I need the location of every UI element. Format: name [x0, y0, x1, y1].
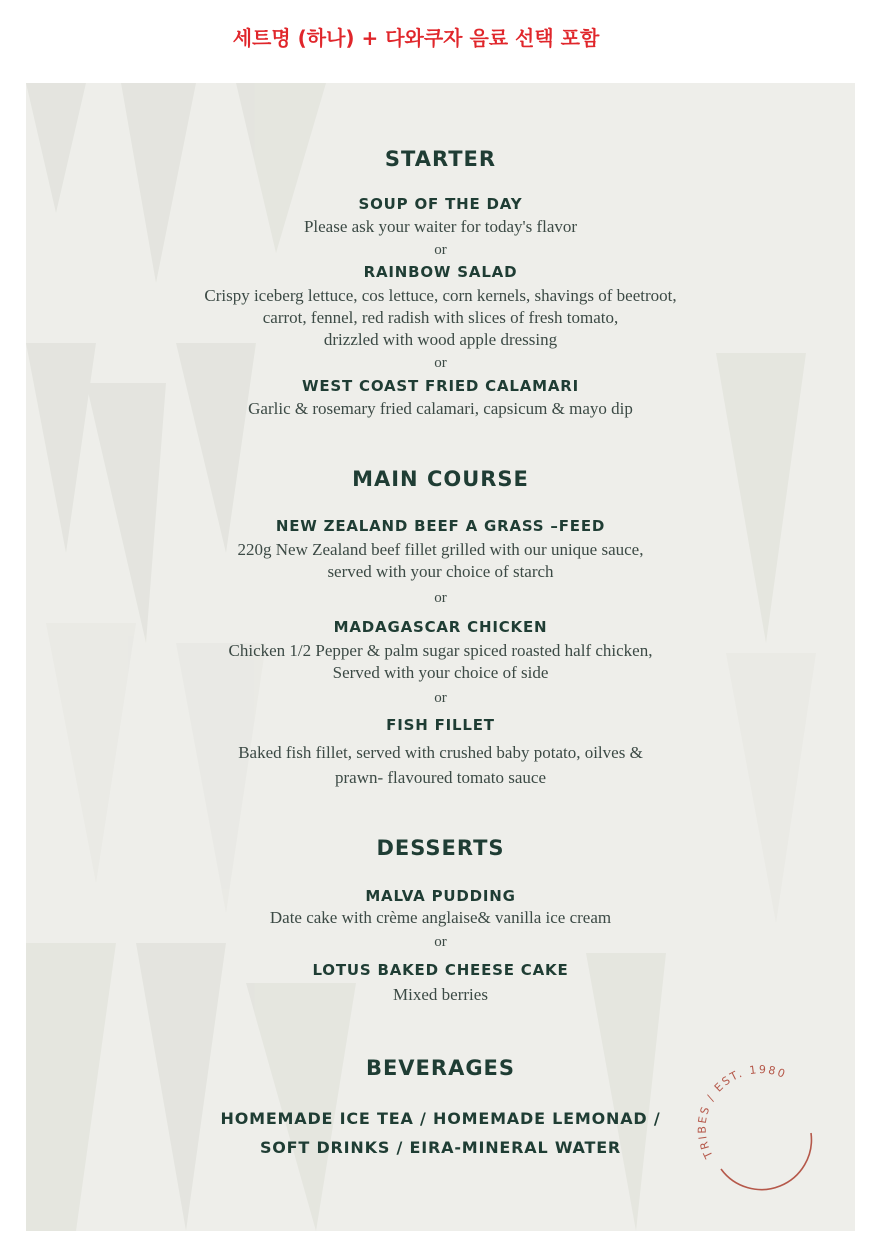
menu-item-desc: Baked fish fillet, served with crushed baby potato, oilves & prawn- flavoured tomato sauce — [238, 743, 643, 787]
menu-item-title: MADAGASCAR CHICKEN — [333, 618, 548, 636]
menu-item-desc: Please ask your waiter for today's flavor — [303, 217, 578, 236]
menu-item-desc: Chicken 1/2 Pepper & palm sugar spiced roasted half chicken, Served with your choice of side — [228, 641, 653, 682]
or-separator: or — [434, 934, 447, 950]
beverages-line: HOMEMADE ICE TEA / HOMEMADE LEMONAD / — [220, 1109, 661, 1128]
menu-item-title: WEST COAST FRIED CALAMARI — [301, 377, 580, 395]
section-title-starter: STARTER — [384, 147, 497, 171]
beverages-line: SOFT DRINKS / EIRA-MINERAL WATER — [259, 1138, 622, 1157]
or-separator: or — [434, 590, 447, 606]
menu-content — [26, 83, 855, 1231]
menu-card — [26, 83, 855, 1231]
menu-item-title: FISH FILLET — [386, 716, 495, 734]
page-title: 세트명 (하나) + 다와쿠자 음료 선택 포함 — [232, 26, 600, 50]
menu-item-desc: Garlic & rosemary fried calamari, capsicum & mayo dip — [248, 399, 633, 418]
section-title-desserts: DESSERTS — [376, 836, 505, 860]
menu-item-title: SOUP OF THE DAY — [358, 195, 523, 213]
menu-item-desc: Crispy iceberg lettuce, cos lettuce, corn kernels, shavings of beetroot, carrot, fennel, red radish with slices of fresh tomato, drizzled with wood apple dressing — [204, 286, 677, 349]
or-separator: or — [434, 355, 447, 371]
menu-item-desc: Mixed berries — [393, 985, 488, 1004]
tribes-logo-stamp — [691, 1051, 831, 1191]
menu-item-desc: Date cake with crème anglaise& vanilla ice cream — [269, 908, 612, 927]
menu-item-title: NEW ZEALAND BEEF A GRASS –FEED — [275, 517, 606, 535]
svg-text:TRIBES / EST. 1980: TRIBES / EST. 1980 — [695, 1063, 789, 1161]
menu-item-desc: 220g New Zealand beef fillet grilled with our unique sauce, served with your choice of starch — [237, 540, 644, 581]
section-title-main-course: MAIN COURSE — [352, 467, 529, 491]
or-separator: or — [434, 690, 447, 706]
menu-item-title: MALVA PUDDING — [365, 887, 516, 905]
menu-item-title: LOTUS BAKED CHEESE CAKE — [312, 961, 569, 979]
menu-item-title: RAINBOW SALAD — [363, 263, 518, 281]
or-separator: or — [434, 242, 447, 258]
section-title-beverages: BEVERAGES — [365, 1056, 516, 1080]
